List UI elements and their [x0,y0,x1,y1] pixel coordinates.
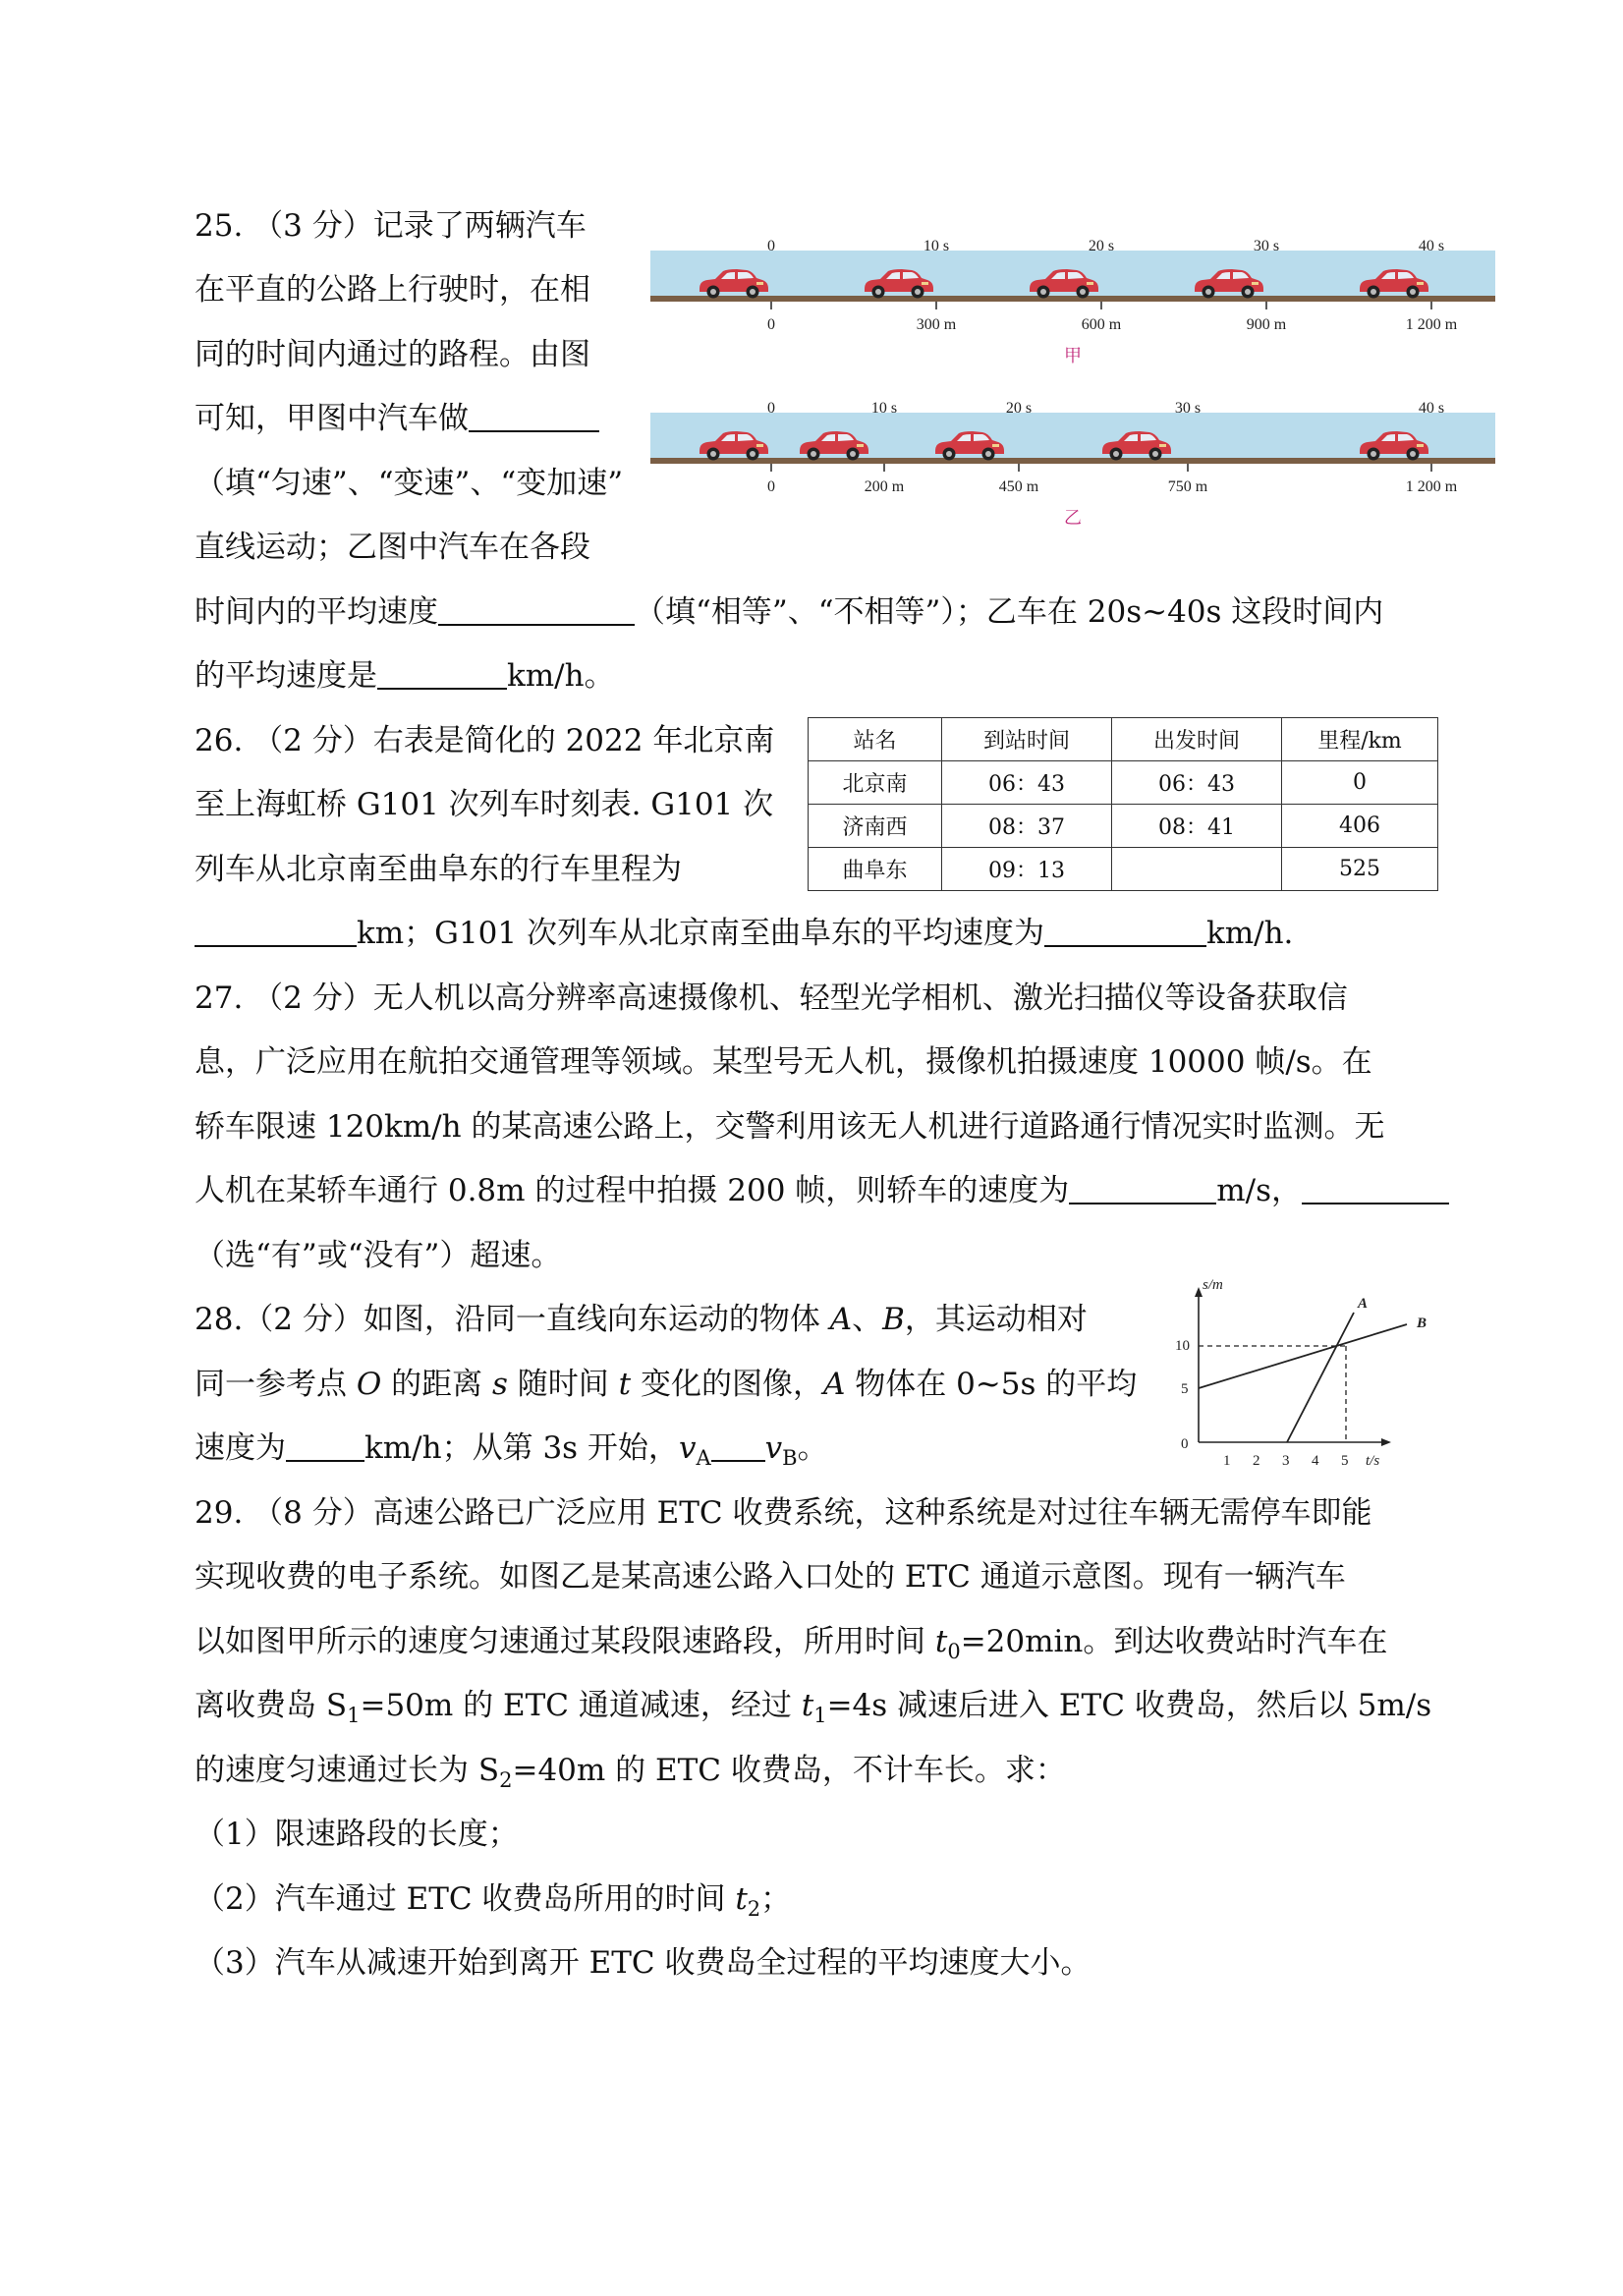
q28-line-2 [195,1365,1137,1404]
table-cell: 北京南 [809,761,942,805]
figure-jia [650,231,1495,373]
time-label: 30 s [1253,238,1280,254]
y-axis-label: s/m [1203,1277,1223,1293]
subscript-B: B [782,1446,798,1470]
q25-line-5: （填“匀速”、“变速”、“变加速” [195,466,624,501]
train-timetable [808,717,1438,891]
table-cell: 09：13 [942,848,1112,891]
answer-blank-25a[interactable] [469,401,599,432]
q25-line-8-text-a: 的平均速度是 [195,658,377,694]
q28-text: km/h；从第 3s 开始， [364,1430,679,1466]
distance-label: 750 m [1167,478,1208,495]
subscript-A: A [696,1446,711,1470]
road [650,296,1495,302]
distance-label: 900 m [1246,316,1287,333]
answer-blank-27a[interactable] [1069,1173,1216,1204]
table-header: 站名 [809,718,942,761]
q27-line-4-text-b: m/s， [1216,1173,1303,1208]
q25-line-8 [195,656,615,696]
table-cell: 曲阜东 [809,848,942,891]
time-label: 10 s [870,400,898,417]
q27-line-1: 27. （2 分）无人机以高分辨率高速摄像机、轻型光学相机、激光扫描仪等设备获取信 [195,980,1348,1016]
q29-line-4 [195,1686,1431,1735]
q28-text: 变化的图像， [631,1367,823,1402]
table-header-row [809,718,1438,761]
table-cell: 0 [1282,761,1438,805]
q27-line-3: 轿车限速 120km/h 的某高速公路上，交警利用该无人机进行道路通行情况实时监测。无 [195,1109,1385,1145]
q28-text: 随时间 [507,1367,619,1402]
distance-label: 300 m [916,316,957,333]
q29-text: =40m 的 ETC 收费岛，不计车长。求： [512,1753,1066,1788]
q28-text: 、 [852,1302,883,1337]
q28-text: 的距离 [381,1367,492,1402]
table-header: 到站时间 [942,718,1112,761]
variable-v: v [764,1430,783,1466]
variable-t: t [618,1367,632,1402]
distance-label: 200 m [864,478,905,495]
time-label: 0 [767,400,775,417]
subscript-1: 1 [347,1704,361,1727]
q29-line-1: 29. （8 分）高速公路已广泛应用 ETC 收费系统，这种系统是对过往车辆无需停车即能 [195,1495,1372,1531]
q28-text: 速度为 [195,1430,286,1466]
distance-label: 0 [767,478,775,495]
q26-line-1: 26. （2 分）右表是简化的 2022 年北京南 [195,723,775,758]
q29-text: =4s 减速后进入 ETC 收费岛，然后以 5m/s [826,1688,1432,1723]
subscript-1: 1 [813,1704,827,1727]
q28-line-3 [195,1428,828,1478]
table-row [809,761,1438,805]
q28-text: 28.（2 分）如图，沿同一直线向东运动的物体 [195,1302,830,1337]
variable-A: A [822,1367,846,1402]
table-cell [1112,848,1282,891]
figure-yi [650,393,1495,535]
variable-t: t [735,1881,748,1917]
q29-text: （2）汽车通过 ETC 收费岛所用的时间 [195,1881,736,1917]
q29-text: 离收费岛 S [195,1688,348,1723]
table-cell: 08：41 [1112,805,1282,848]
q26-line-3: 列车从北京南至曲阜东的行车里程为 [195,852,682,887]
q27-line-4-text-a: 人机在某轿车通行 0.8m 的过程中拍摄 200 帧，则轿车的速度为 [195,1173,1070,1208]
table-header: 里程/km [1282,718,1438,761]
q29-line-2: 实现收费的电子系统。如图乙是某高速公路入口处的 ETC 通道示意图。现有一辆汽车 [195,1559,1346,1595]
x-tick-label: 4 [1312,1453,1319,1469]
q27-line-2: 息，广泛应用在航拍交通管理等领域。某型号无人机，摄像机拍摄速度 10000 帧/s。在 [195,1044,1372,1080]
time-label: 40 s [1418,238,1445,254]
x-axis-label: t/s [1366,1453,1380,1469]
q26-line-4 [195,914,1293,953]
answer-blank-28b[interactable] [711,1430,765,1462]
q25-line-1: 25. （3 分）记录了两辆汽车 [195,208,587,244]
q29-text: =50m 的 ETC 通道减速，经过 [360,1688,802,1723]
y-tick-label: 0 [1181,1436,1189,1452]
q25-line-4-text: 可知，甲图中汽车做 [195,401,469,436]
y-axis-arrow-icon [1195,1287,1203,1297]
time-label: 20 s [1088,238,1115,254]
q29-sub-question-3: （3）汽车从减速开始到离开 ETC 收费岛全过程的平均速度大小。 [195,1945,1091,1981]
time-label: 40 s [1418,400,1445,417]
answer-blank-25c[interactable] [377,658,507,690]
time-label: 30 s [1174,400,1202,417]
x-tick-label: 1 [1223,1453,1231,1469]
line-B [1199,1324,1407,1388]
table-cell: 525 [1282,848,1438,891]
distance-label: 0 [767,316,775,333]
subscript-0: 0 [947,1640,961,1663]
y-tick-label: 10 [1175,1338,1190,1354]
answer-blank-27b[interactable] [1302,1173,1449,1204]
q28-line-1 [195,1300,1088,1339]
variable-t: t [801,1688,814,1723]
time-label: 10 s [923,238,950,254]
variable-s: s [492,1367,508,1402]
variable-v: v [678,1430,697,1466]
q27-line-5: （选“有”或“没有”）超速。 [195,1238,562,1273]
distance-label: 600 m [1081,316,1122,333]
q25-line-3: 同的时间内通过的路程。由图 [195,337,590,372]
table-cell: 济南西 [809,805,942,848]
q29-line-5 [195,1751,1066,1800]
q28-text: 物体在 0~5s 的平均 [845,1367,1138,1402]
label-A: A [1358,1296,1369,1312]
subscript-2: 2 [747,1897,761,1921]
variable-A: A [829,1302,853,1337]
table-cell: 08：37 [942,805,1112,848]
time-label: 20 s [1005,400,1033,417]
q29-text: 以如图甲所示的速度匀速通过某段限速路段，所用时间 [195,1624,935,1659]
s-t-graph [1159,1275,1444,1472]
time-label: 0 [767,238,775,254]
answer-blank-28a[interactable] [286,1430,364,1462]
q28-text: 。 [797,1430,828,1466]
q27-line-4 [195,1171,1449,1210]
q25-line-7-text-a: 时间内的平均速度 [195,594,438,630]
table-cell: 06：43 [1112,761,1282,805]
variable-t: t [934,1624,948,1659]
answer-blank-26b[interactable] [1044,916,1206,947]
q25-line-8-text-b: km/h。 [507,658,615,694]
table-row [809,848,1438,891]
line-A [1287,1313,1354,1442]
q29-text: ； [760,1881,792,1917]
answer-blank-26a[interactable] [195,916,357,947]
q26-line-2: 至上海虹桥 G101 次列车时刻表. G101 次 [195,787,774,822]
q25-line-6: 直线运动；乙图中汽车在各段 [195,530,590,565]
q25-line-7 [195,592,1383,632]
x-tick-label: 2 [1253,1453,1260,1469]
distance-label: 1 200 m [1405,316,1458,333]
q28-text: ，其运动相对 [904,1302,1088,1337]
figure-caption: 乙 [1064,508,1082,528]
table-cell: 406 [1282,805,1438,848]
distance-label: 450 m [998,478,1039,495]
subscript-2: 2 [499,1768,513,1792]
q28-text: 同一参考点 [195,1367,357,1402]
answer-blank-25b[interactable] [438,594,635,626]
x-axis-arrow-icon [1381,1438,1391,1446]
q26-line-4-text-a: km；G101 次列车从北京南至曲阜东的平均速度为 [357,916,1044,951]
figure-caption: 甲 [1064,346,1082,365]
q29-line-3 [195,1622,1387,1671]
q25-line-4 [195,399,599,438]
table-header: 出发时间 [1112,718,1282,761]
q25-line-2: 在平直的公路上行驶时，在相 [195,272,590,308]
q29-sub-question-2 [195,1879,791,1929]
x-tick-label: 3 [1282,1453,1290,1469]
q29-sub-question-1: （1）限速路段的长度； [195,1817,519,1852]
table-cell: 06：43 [942,761,1112,805]
y-tick-label: 5 [1181,1381,1189,1397]
q25-line-7-text-b: （填“相等”、“不相等”）；乙车在 20s~40s 这段时间内 [635,594,1384,630]
q26-line-4-text-b: km/h. [1205,916,1294,951]
road [650,458,1495,464]
distance-label: 1 200 m [1405,478,1458,495]
variable-O: O [356,1367,382,1402]
x-tick-label: 5 [1341,1453,1349,1469]
label-B: B [1417,1316,1427,1331]
variable-B: B [882,1302,905,1337]
q29-text: =20min。到达收费站时汽车在 [960,1624,1388,1659]
q29-text: 的速度匀速通过长为 S [195,1753,500,1788]
table-row [809,805,1438,848]
